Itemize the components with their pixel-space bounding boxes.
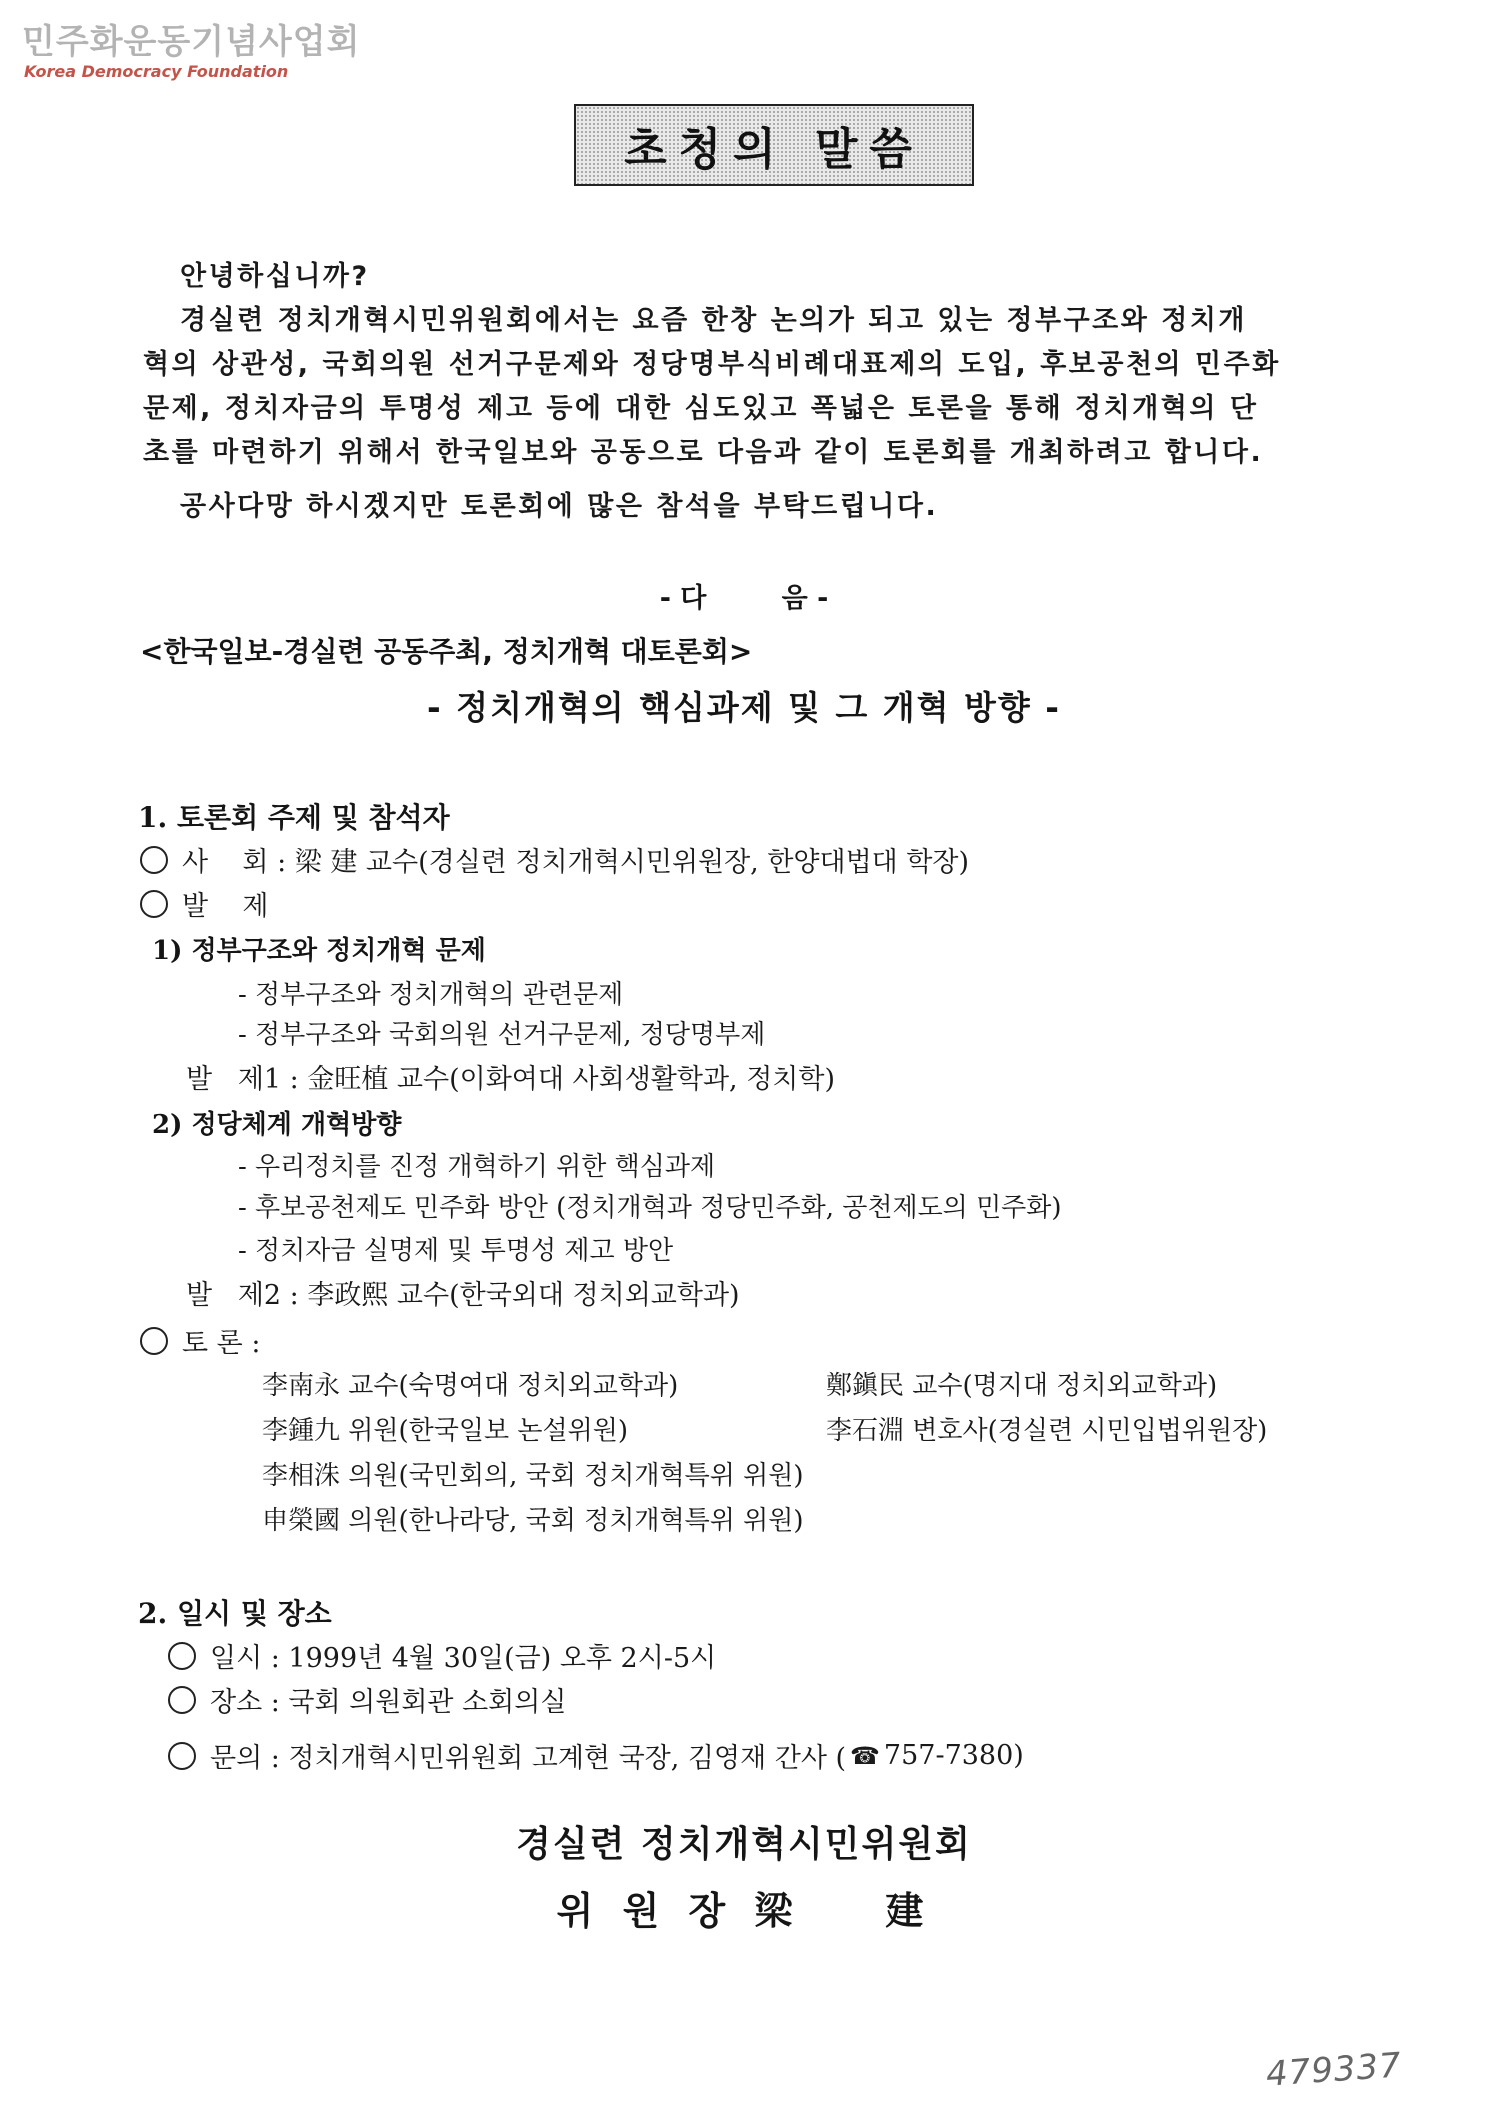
topic1-item-1: - 정부구조와 정치개혁의 관련문제 [238,980,624,1010]
watermark-english: Korea Democracy Foundation [24,62,289,81]
topic2-item-2: - 후보공천제도 민주화 방안 (정치개혁과 정당민주화, 공천제도의 민주화) [238,1193,1062,1223]
telephone-icon: ☎ [850,1741,880,1770]
discussant-right-1: 鄭鎭民 교수(명지대 정치외교학과) [826,1371,1218,1401]
contact-text: 문의 : 정치개혁시민위원회 고계현 국장, 김영재 간사 ( [210,1743,847,1774]
handwritten-number: 479337 [1264,2045,1404,2095]
request-line: 공사다망 하시겠지만 토론회에 많은 참석을 부탁드립니다. [180,491,939,522]
topic1-heading: 1) 정부구조와 정치개혁 문제 [152,936,486,966]
date-line [168,1636,716,1675]
intro-line-2: 혁의 상관성, 국회의원 선거구문제와 정당명부식비례대표제의 도입, 후보공천의 민주화 [143,349,1281,380]
presentation-line [140,884,269,923]
bullet-circle-icon [168,1642,196,1670]
section2-heading: 2. 일시 및 장소 [138,1597,332,1630]
bullet-circle-icon [168,1742,196,1770]
presenter-2: 발 제2 : 李政熙 교수(한국외대 정치외교학과) [186,1280,740,1311]
topic2-heading: 2) 정당체계 개혁방향 [152,1110,402,1140]
topic1-item-2: - 정부구조와 국회의원 선거구문제, 정당명부제 [238,1020,766,1050]
intro-line-1: 경실련 정치개혁시민위원회에서는 요즘 한창 논의가 되고 있는 정부구조와 정치개 [180,305,1247,336]
event-name: <한국일보-경실련 공동주최, 정치개혁 대토론회> [140,635,753,668]
discussant-right-2: 李石淵 변호사(경실련 시민입법위원장) [826,1416,1268,1446]
bullet-circle-icon [140,1327,168,1355]
date-text: 일시 : 1999년 4월 30일(금) 오후 2시-5시 [210,1643,717,1674]
moderator-line [140,840,969,879]
place-line [168,1680,566,1719]
footer-chair: 위 원 장 梁 建 [556,1889,932,1933]
event-subtitle: - 정치개혁의 핵심과제 및 그 개혁 방향 - [427,688,1061,727]
greeting: 안녕하십니까? [180,261,370,292]
section1-heading: 1. 토론회 주제 및 참석자 [138,801,450,834]
place-text: 장소 : 국회 의원회관 소회의실 [210,1687,567,1718]
bullet-circle-icon [140,890,168,918]
intro-line-3: 문제, 정치자금의 투명성 제고 등에 대한 심도있고 폭넓은 토론을 통해 정치개혁의 단 [143,393,1259,424]
watermark-korean: 민주화운동기념사업회 [22,22,361,62]
title-box [574,104,974,186]
discussion-line [140,1321,260,1360]
page-title: 초청의 말씀 [624,124,924,175]
bullet-circle-icon [140,846,168,874]
moderator-text: 사 회 : 梁 建 교수(경실련 정치개혁시민위원장, 한양대법대 학장) [182,847,970,878]
notice-heading: - 다 음 - [659,583,829,614]
discussant-left-4: 申榮國 의원(한나라당, 국회 정치개혁특위 위원) [262,1506,804,1536]
presenter-1: 발 제1 : 金旺植 교수(이화여대 사회생활학과, 정치학) [186,1064,835,1095]
bullet-circle-icon [168,1686,196,1714]
topic2-item-3: - 정치자금 실명제 및 투명성 제고 방안 [238,1236,674,1266]
discussant-left-3: 李相洙 의원(국민회의, 국회 정치개혁특위 위원) [262,1461,804,1491]
discussion-label: 토 론 : [182,1328,261,1359]
footer-organization: 경실련 정치개혁시민위원회 [516,1824,972,1865]
contact-phone: 757-7380) [883,1740,1024,1771]
presentation-label: 발 제 [182,891,269,922]
intro-line-4: 초를 마련하기 위해서 한국일보와 공동으로 다음과 같이 토론회를 개최하려고 합니다. [143,437,1264,468]
contact-line [168,1736,1024,1775]
discussant-left-1: 李南永 교수(숙명여대 정치외교학과) [262,1371,679,1401]
discussant-left-2: 李鍾九 위원(한국일보 논설위원) [262,1416,628,1446]
topic2-item-1: - 우리정치를 진정 개혁하기 위한 핵심과제 [238,1152,716,1182]
